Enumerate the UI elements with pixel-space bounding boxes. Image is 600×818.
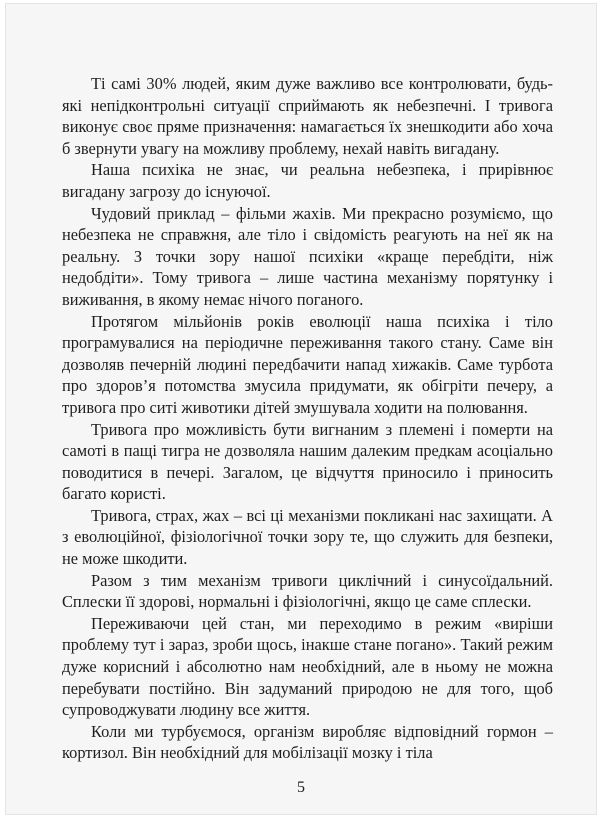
paragraph-1: Ті самі 30% людей, яким дуже важливо все контролювати, будь-які непідконтрольні ситуації сприймають як небезпечні. І тривога виконує своє пряме призначення: намагається їх знешкодити або хоча б звернути увагу на можливу проблему, нехай навіть вигадану. (62, 74, 553, 158)
body-text (62, 73, 553, 764)
paragraph-5: Тривога про можливість бути вигнаним з племені і померти на самоті в пащі тигра не дозволяла нашим далеким предкам асоціально поводитися в печері. Загалом, це відчуття приносило і приносить багато користі. (62, 419, 553, 504)
paragraph-4: Протягом мільйонів років еволюції наша психіка і тіло програмувалися на періодичне переживання такого стану. Саме він дозволяв печерній людині передбачити напад хижаків. Саме турбота про здоров’я потомства змусила придумати, як обігріти печеру, а тривога про ситі животики дітей змушувала ходити на полювання. (62, 311, 553, 417)
paragraph-7: Разом з тим механізм тривоги циклічний і синусоїдальний. Сплески її здорові, нормальні і фізіологічні, якщо це саме сплески. (62, 570, 553, 612)
paragraph-2: Наша психіка не знає, чи реальна небезпека, і прирівнює вигадану загрозу до існуючої. (62, 160, 553, 201)
paragraph-8: Переживаючи цей стан, ми переходимо в режим «виріши проблему тут і зараз, зроби щось, інакше стане погано». Такий режим дуже корисний і абсолютно нам необхідний, але в ньому не можна перебувати постійно. Він задуманий природою не для того, щоб супроводжувати людину все життя. (62, 613, 553, 720)
paragraph-6: Тривога, страх, жах – всі ці механізми покликані нас захищати. А з еволюційної, фізіологічної точки зору те, що служить для безпеки, не може шкодити. (62, 505, 553, 569)
book-page (6, 4, 596, 814)
page-number: 5 (297, 779, 305, 796)
paragraph-3: Чудовий приклад – фільми жахів. Ми прекрасно розуміємо, що небезпека не справжня, але тіло і свідомість реагують на неї як на реальну. З точки зору нашої психіки «краще перебдіти, ніж недобдіти». Тому тривога – лише частина механізму порятунку і виживання, в якому немає нічого поганого. (62, 203, 553, 309)
paragraph-9: Коли ми турбуємося, організм виробляє відповідний гормон – кортизол. Він необхідний для мобілізації мозку і тіла (62, 721, 553, 763)
